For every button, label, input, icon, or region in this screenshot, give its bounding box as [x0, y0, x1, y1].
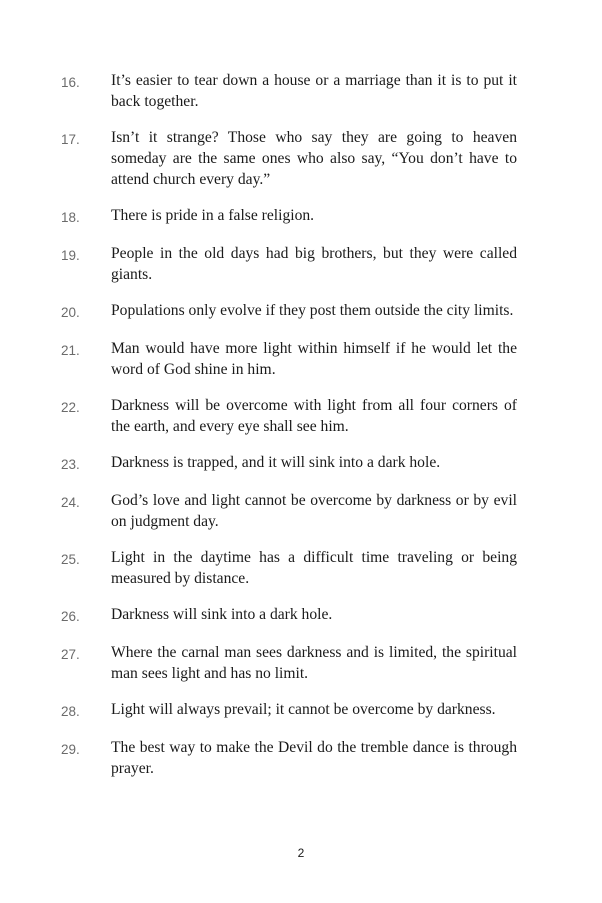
list-item: [61, 699, 517, 722]
list-item: [61, 452, 517, 475]
list-item: [61, 547, 517, 589]
numbered-list: [61, 70, 517, 794]
page-number: 2: [297, 846, 305, 860]
item-number: 18.: [61, 210, 80, 225]
list-item: [61, 490, 517, 532]
item-text: Light will always prevail; it cannot be overcome by darkness.: [111, 701, 496, 718]
list-item: [61, 642, 517, 684]
item-text: Isn’t it strange? Those who say they are going to heaven someday are the same ones who also say, “You don’t have to attend church every day.”: [111, 129, 517, 188]
item-number: 16.: [61, 75, 80, 90]
item-text: People in the old days had big brothers, but they were called giants.: [111, 245, 517, 283]
item-number: 25.: [61, 552, 80, 567]
list-item: [61, 70, 517, 112]
item-text: Darkness will be overcome with light from all four corners of the earth, and every eye shall see him.: [111, 397, 517, 435]
item-number: 24.: [61, 495, 80, 510]
item-text: Darkness will sink into a dark hole.: [111, 606, 333, 623]
list-item: [61, 338, 517, 380]
item-number: 27.: [61, 647, 80, 662]
item-text: It’s easier to tear down a house or a marriage than it is to put it back together.: [111, 72, 517, 110]
list-item: [61, 243, 517, 285]
list-item: [61, 127, 517, 190]
item-text: Man would have more light within himself if he would let the word of God shine in him.: [111, 340, 517, 378]
list-item: [61, 604, 517, 627]
item-text: God’s love and light cannot be overcome by darkness or by evil on judgment day.: [111, 492, 517, 530]
item-number: 29.: [61, 742, 80, 757]
item-number: 20.: [61, 305, 80, 320]
item-text: The best way to make the Devil do the tremble dance is through prayer.: [111, 739, 517, 777]
item-number: 23.: [61, 457, 80, 472]
item-number: 19.: [61, 248, 80, 263]
item-number: 28.: [61, 704, 80, 719]
item-text: Darkness is trapped, and it will sink into a dark hole.: [111, 454, 441, 471]
item-text: Light in the daytime has a difficult time traveling or being measured by distance.: [111, 549, 517, 587]
list-item: [61, 737, 517, 779]
item-number: 21.: [61, 343, 80, 358]
item-number: 22.: [61, 400, 80, 415]
item-text: There is pride in a false religion.: [111, 207, 315, 224]
item-number: 17.: [61, 132, 80, 147]
item-number: 26.: [61, 609, 80, 624]
item-text: Where the carnal man sees darkness and is limited, the spiritual man sees light and has no limit.: [111, 644, 517, 682]
list-item: [61, 205, 517, 228]
list-item: [61, 300, 517, 323]
item-text: Populations only evolve if they post them outside the city limits.: [111, 302, 514, 319]
list-item: [61, 395, 517, 437]
